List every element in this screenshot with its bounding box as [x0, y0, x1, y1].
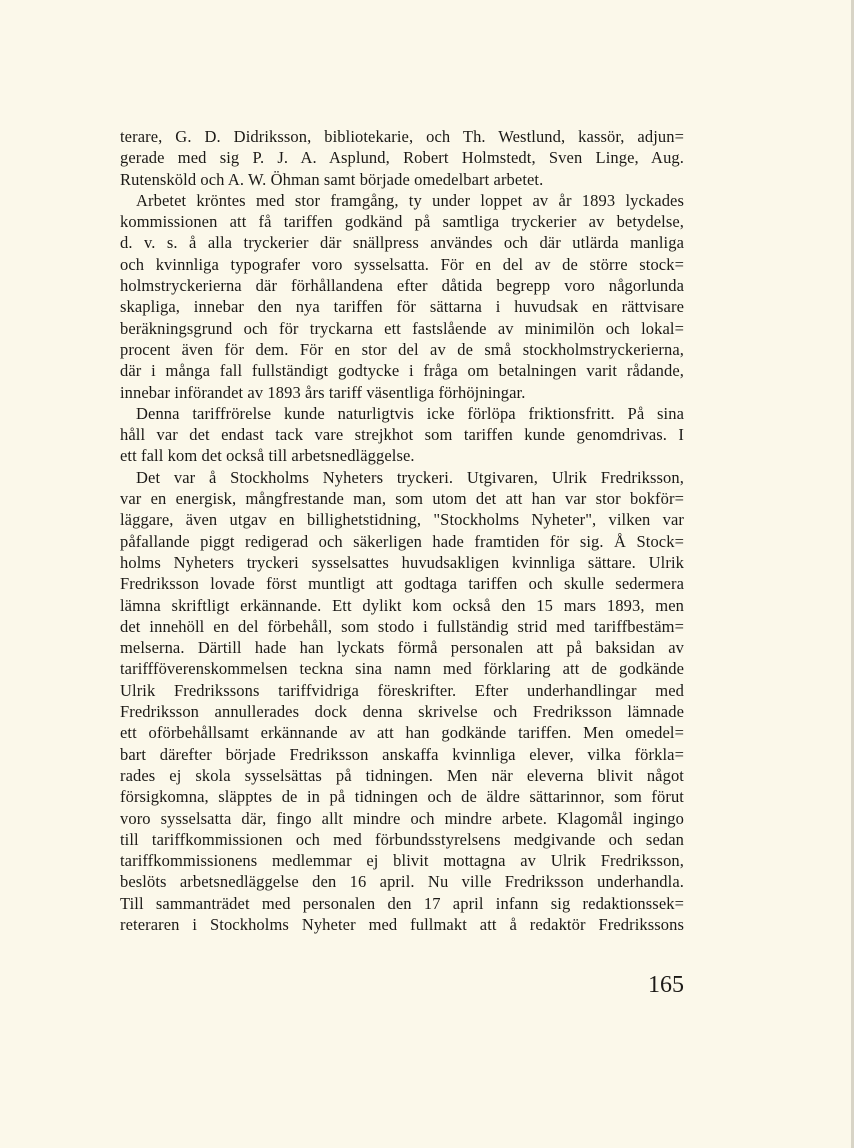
text-line: till tariffkommissionen och med förbundsstyrelsens medgivande och sedan: [120, 829, 684, 849]
text-line: skapliga, innebar den nya tariffen för sättarna i huvudsak en rättvisare: [120, 297, 684, 317]
text-line: holmstryckerierna där förhållandena efter dåtida begrepp voro någorlunda: [120, 276, 684, 296]
text-line: beslöts arbetsnedläggelse den 16 april. Nu ville Fredriksson underhandla.: [120, 872, 684, 892]
text-line: d. v. s. å alla tryckerier där snällpress användes och där utlärda manliga: [120, 233, 684, 253]
text-line: det innehöll en del förbehåll, som stodo i fullständig strid med tariffbestäm=: [120, 616, 684, 636]
text-line: Ulrik Fredrikssons tariffvidriga föreskrifter. Efter underhandlingar med: [120, 680, 684, 700]
text-line: terare, G. D. Didriksson, bibliotekarie, och Th. Westlund, kassör, adjun=: [120, 127, 684, 146]
text-line: kommissionen att få tariffen godkänd på samtliga tryckerier av betydelse,: [120, 212, 684, 232]
text-line: Till sammanträdet med personalen den 17 april infann sig redaktionssek=: [120, 893, 684, 913]
text-line: ett oförbehållsamt erkännande av att han godkände tariffen. Men omedel=: [120, 723, 684, 743]
text-line: reteraren i Stockholms Nyheter med fullmakt att å redaktör Fredrikssons: [120, 914, 684, 934]
text-line: Rutensköld och A. W. Öhman samt började omedelbart arbetet.: [120, 169, 544, 189]
text-line: påfallande piggt redigerad och säkerligen hade framtiden för sig. Å Stock=: [120, 531, 684, 551]
text-line: läggare, även utgav en billighetstidning, "Stockholms Nyheter", vilken var: [120, 510, 684, 530]
text-line: lämna skriftligt erkännande. Ett dylikt kom också den 15 mars 1893, men: [120, 595, 684, 615]
text-line: bart därefter började Fredriksson anskaffa kvinnliga elever, vilka förkla=: [120, 744, 684, 764]
text-line: innebar införandet av 1893 års tariff väsentliga förhöjningar.: [120, 382, 526, 402]
text-line: holms Nyheters tryckeri sysselsattes huvudsakligen kvinnliga sättare. Ulrik: [120, 552, 684, 572]
text-line: var en energisk, mångfrestande man, som utom det att han var stor bokför=: [120, 489, 684, 509]
text-line: Fredriksson annullerades dock denna skrivelse och Fredriksson lämnade: [120, 702, 684, 722]
text-line: procent även för dem. För en stor del av de små stockholmstryckerierna,: [120, 339, 684, 359]
text-line: melserna. Därtill hade han lyckats förmå personalen att på baksidan av: [120, 638, 684, 658]
text-line: Denna tariffrörelse kunde naturligtvis icke förlöpa friktionsfritt. På sina: [136, 403, 684, 423]
text-line: där i många fall fullständigt godtycke i fråga om betalningen varit rådande,: [120, 361, 684, 381]
text-line: tariffkommissionens medlemmar ej blivit mottagna av Ulrik Fredriksson,: [120, 851, 684, 871]
text-line: voro sysselsatta där, fingo allt mindre och mindre arbete. Klagomål ingingo: [120, 808, 684, 828]
text-line: ett fall kom det också till arbetsnedläggelse.: [120, 446, 415, 466]
text-line: gerade med sig P. J. A. Asplund, Robert Holmstedt, Sven Linge, Aug.: [120, 148, 684, 168]
page-number: 165: [648, 972, 684, 998]
text-line: försigkomna, släpptes de in på tidningen och de äldre sättarinnor, som förut: [120, 787, 684, 807]
text-line: tariffföverenskommelsen teckna sina namn med förklaring att de godkände: [120, 659, 684, 679]
text-line: och kvinnliga typografer voro sysselsatta. För en del av de större stock=: [120, 254, 684, 274]
text-line: Arbetet kröntes med stor framgång, ty under loppet av år 1893 lyckades: [136, 190, 684, 210]
text-line: Fredriksson lovade först muntligt att godtaga tariffen och skulle sedermera: [120, 574, 684, 594]
text-line: rades ej skola sysselsättas på tidningen. Men när eleverna blivit något: [120, 765, 684, 785]
text-line: beräkningsgrund och för tryckarna ett fastslående av minimilön och lokal=: [120, 318, 684, 338]
body-text: [120, 126, 684, 935]
text-line: Det var å Stockholms Nyheters tryckeri. Utgivaren, Ulrik Fredriksson,: [136, 467, 684, 487]
text-line: håll var det endast tack vare strejkhot som tariffen kunde genomdrivas. I: [120, 425, 684, 445]
